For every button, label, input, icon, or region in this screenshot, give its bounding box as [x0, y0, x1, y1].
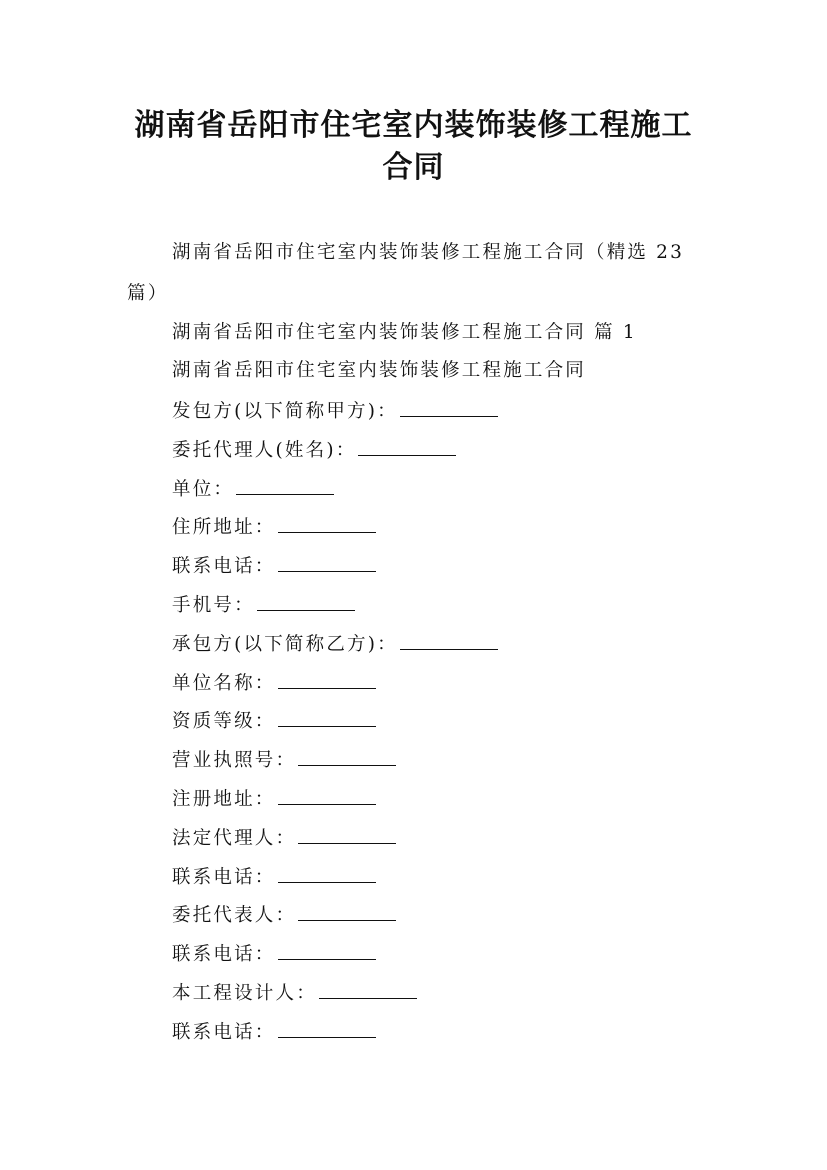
fill-in-blank — [278, 941, 376, 960]
field-label: 联系电话： — [172, 944, 276, 965]
fill-in-blank — [278, 786, 376, 805]
field-row — [172, 514, 376, 540]
field-row — [172, 825, 396, 851]
field-label: 发包方(以下简称甲方)： — [172, 401, 398, 422]
fill-in-blank — [278, 708, 376, 727]
fill-in-blank — [278, 514, 376, 533]
field-row — [172, 902, 396, 928]
field-label: 联系电话： — [172, 556, 276, 577]
field-label: 单位名称： — [172, 673, 276, 694]
fill-in-blank — [278, 864, 376, 883]
contract-name: 湖南省岳阳市住宅室内装饰装修工程施工合同 — [172, 360, 587, 381]
fill-in-blank — [400, 398, 498, 417]
field-row — [172, 941, 376, 967]
field-row — [172, 747, 396, 773]
fill-in-blank — [400, 631, 498, 650]
fill-in-blank — [298, 902, 396, 921]
field-label: 住所地址： — [172, 517, 276, 538]
fill-in-blank — [257, 592, 355, 611]
field-row — [172, 553, 376, 579]
fill-in-blank — [236, 476, 334, 495]
section-heading: 湖南省岳阳市住宅室内装饰装修工程施工合同 篇 1 — [172, 322, 637, 343]
document-title-line-1: 湖南省岳阳市住宅室内装饰装修工程施工 — [134, 108, 693, 143]
field-label: 联系电话： — [172, 867, 276, 888]
fill-in-blank — [319, 980, 417, 999]
field-label: 承包方(以下简称乙方)： — [172, 634, 398, 655]
field-label: 手机号： — [172, 595, 255, 616]
fill-in-blank — [298, 747, 396, 766]
fill-in-blank — [278, 553, 376, 572]
field-label: 委托代理人(姓名)： — [172, 440, 357, 461]
field-row — [172, 398, 498, 424]
field-row — [172, 708, 376, 734]
field-row — [172, 592, 355, 618]
field-row — [172, 670, 376, 696]
field-label: 资质等级： — [172, 711, 276, 732]
field-label: 注册地址： — [172, 789, 276, 810]
field-label: 单位： — [172, 479, 235, 500]
field-label: 委托代表人： — [172, 905, 297, 926]
intro-paragraph-line-2: 篇） — [127, 283, 169, 304]
field-row — [172, 631, 498, 657]
fill-in-blank — [278, 1019, 376, 1038]
field-label: 法定代理人： — [172, 828, 297, 849]
field-row — [172, 1019, 376, 1045]
fill-in-blank — [278, 670, 376, 689]
field-row — [172, 476, 334, 502]
intro-paragraph-line-1: 湖南省岳阳市住宅室内装饰装修工程施工合同（精选 23 — [172, 242, 685, 263]
field-label: 联系电话： — [172, 1022, 276, 1043]
field-label: 本工程设计人： — [172, 983, 317, 1004]
field-row — [172, 980, 417, 1006]
field-label: 营业执照号： — [172, 750, 297, 771]
field-row — [172, 786, 376, 812]
fill-in-blank — [358, 437, 456, 456]
document-title-line-2: 合同 — [382, 150, 445, 185]
field-row — [172, 437, 456, 463]
field-row — [172, 864, 376, 890]
fill-in-blank — [298, 825, 396, 844]
